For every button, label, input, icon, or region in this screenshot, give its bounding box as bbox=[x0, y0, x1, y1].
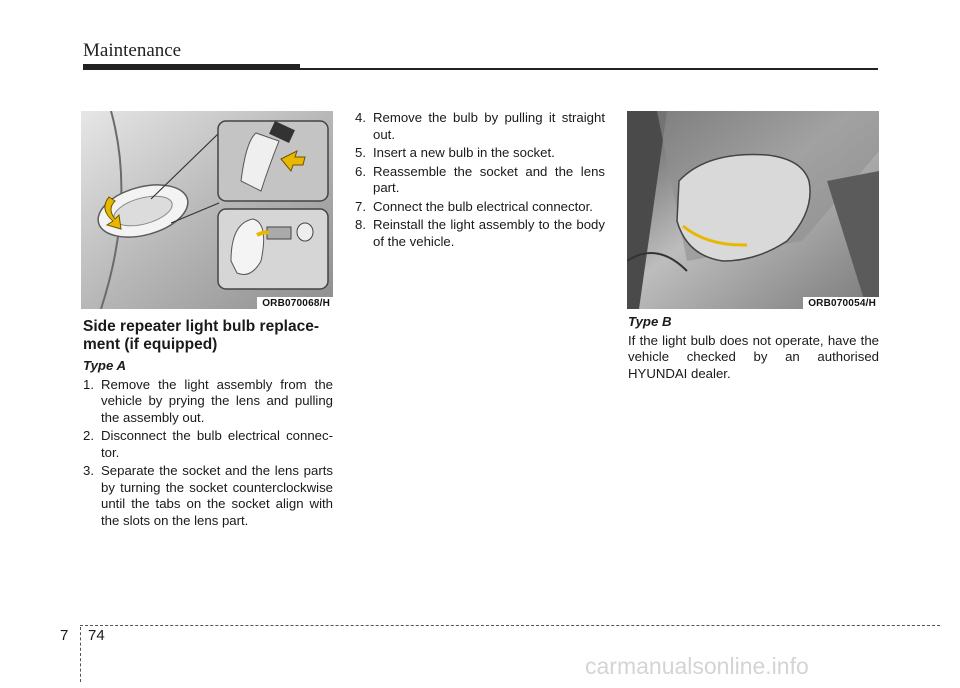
watermark: carmanualsonline.info bbox=[585, 653, 809, 679]
chapter-number: 7 bbox=[60, 627, 69, 644]
type-b-paragraph: If the light bulb does not operate, have the vehicle checked by an authorised HYUNDAI dealer. bbox=[628, 332, 879, 381]
type-b-label: Type B bbox=[628, 314, 672, 329]
list-item: 8. Reinstall the light assembly to the body of the vehicle. bbox=[355, 217, 605, 249]
header-bar bbox=[83, 64, 300, 70]
page-number: 74 bbox=[88, 627, 105, 644]
section-heading: Side repeater light bulb replace- ment (if equipped) bbox=[83, 318, 320, 353]
footer-divider bbox=[80, 627, 81, 682]
right-column bbox=[628, 314, 879, 382]
middle-column bbox=[355, 110, 605, 252]
side-mirror-repeater-illustration bbox=[627, 111, 879, 309]
page-header-title: Maintenance bbox=[83, 40, 182, 61]
list-item: 4. Remove the bulb by pulling it straight out. bbox=[355, 110, 605, 142]
list-item: 6. Reassemble the socket and the lens part. bbox=[355, 163, 605, 195]
figure-side-repeater bbox=[81, 111, 333, 309]
list-item: 5. Insert a new bulb in the socket. bbox=[355, 145, 555, 160]
type-a-label: Type A bbox=[83, 358, 126, 373]
list-item: 7. Connect the bulb electrical connector. bbox=[355, 198, 593, 214]
side-repeater-lamp-illustration bbox=[81, 111, 333, 309]
figure-code-2: ORB070054/H bbox=[803, 297, 879, 309]
header-rule bbox=[300, 68, 878, 70]
footer-rule bbox=[80, 625, 940, 626]
list-item: 1. Remove the light assembly from the vehicle by prying the lens and pulling the assembly out. bbox=[83, 376, 333, 425]
steps-list-b bbox=[355, 110, 605, 250]
figure-side-mirror bbox=[627, 111, 879, 309]
list-item: 2. Disconnect the bulb electrical connec-tor. bbox=[83, 428, 333, 460]
list-item: 3. Separate the socket and the lens parts by turning the socket counterclockwise until the tabs on the socket align with the slots on the lens part. bbox=[83, 463, 333, 528]
steps-list-a bbox=[83, 377, 333, 530]
left-column bbox=[83, 318, 333, 531]
figure-code-1: ORB070068/H bbox=[257, 297, 333, 309]
